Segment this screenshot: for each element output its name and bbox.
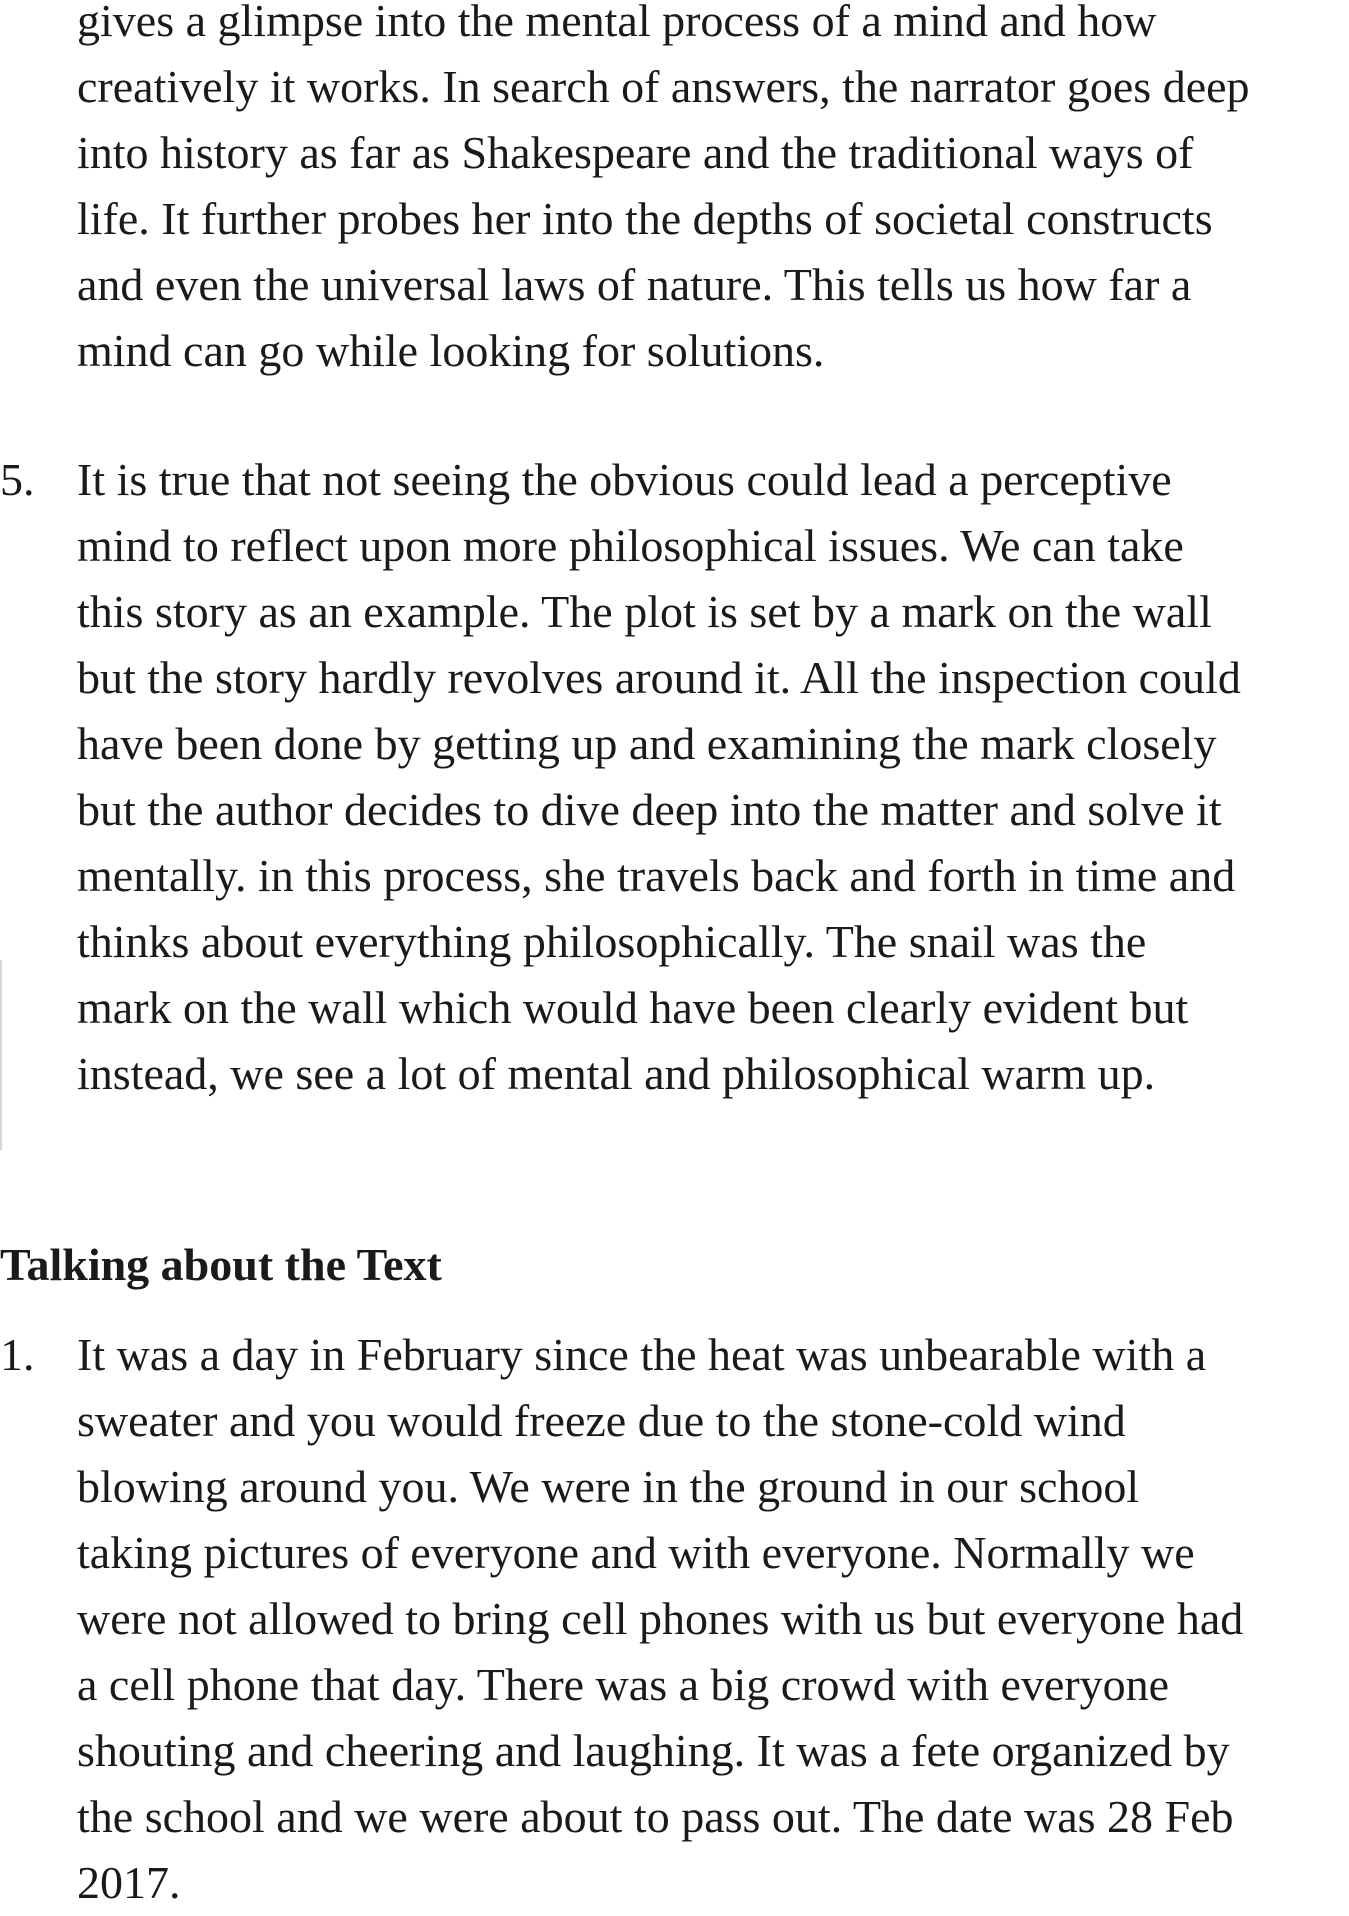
answer-4-continuation-text: [77, 0, 1349, 384]
answer-1-text: [77, 1322, 1349, 1916]
text-line: taking pictures of everyone and with everyone. Normally we: [77, 1527, 1195, 1578]
text-line: a cell phone that day. There was a big crowd with everyone: [77, 1659, 1170, 1710]
section-heading: Talking about the Text: [0, 1239, 442, 1290]
page-edge-divider: [0, 960, 2, 1150]
text-line: into history as far as Shakespeare and the traditional ways of: [77, 127, 1194, 178]
text-line: but the story hardly revolves around it. All the inspection could: [77, 652, 1241, 703]
text-line: sweater and you would freeze due to the stone-cold wind: [77, 1395, 1126, 1446]
text-line: blowing around you. We were in the ground in our school: [77, 1461, 1140, 1512]
text-line: instead, we see a lot of mental and philosophical warm up.: [77, 1048, 1156, 1099]
answer-5-text: [77, 447, 1349, 1107]
text-line: shouting and cheering and laughing. It was a fete organized by: [77, 1725, 1230, 1776]
text-line: mark on the wall which would have been clearly evident but: [77, 982, 1189, 1033]
text-line: life. It further probes her into the depths of societal constructs: [77, 193, 1213, 244]
text-line: and even the universal laws of nature. This tells us how far a: [77, 259, 1192, 310]
text-line: mind to reflect upon more philosophical issues. We can take: [77, 520, 1184, 571]
text-line: were not allowed to bring cell phones with us but everyone had: [77, 1593, 1244, 1644]
text-line: this story as an example. The plot is set by a mark on the wall: [77, 586, 1212, 637]
text-line: It is true that not seeing the obvious could lead a perceptive: [77, 454, 1172, 505]
text-line: creatively it works. In search of answers, the narrator goes deep: [77, 61, 1250, 112]
text-line: mind can go while looking for solutions.: [77, 325, 825, 376]
text-line: mentally. in this process, she travels back and forth in time and: [77, 850, 1236, 901]
text-line: It was a day in February since the heat was unbearable with a: [77, 1329, 1207, 1380]
text-line: have been done by getting up and examining the mark closely: [77, 718, 1217, 769]
text-line: gives a glimpse into the mental process of a mind and how: [77, 0, 1157, 46]
answer-number: 5.: [0, 454, 35, 505]
text-line: the school and we were about to pass out. The date was 28 Feb: [77, 1791, 1234, 1842]
text-line: thinks about everything philosophically. The snail was the: [77, 916, 1147, 967]
answer-number: 1.: [0, 1329, 35, 1380]
text-line: 2017.: [77, 1857, 181, 1908]
text-line: but the author decides to dive deep into the matter and solve it: [77, 784, 1222, 835]
